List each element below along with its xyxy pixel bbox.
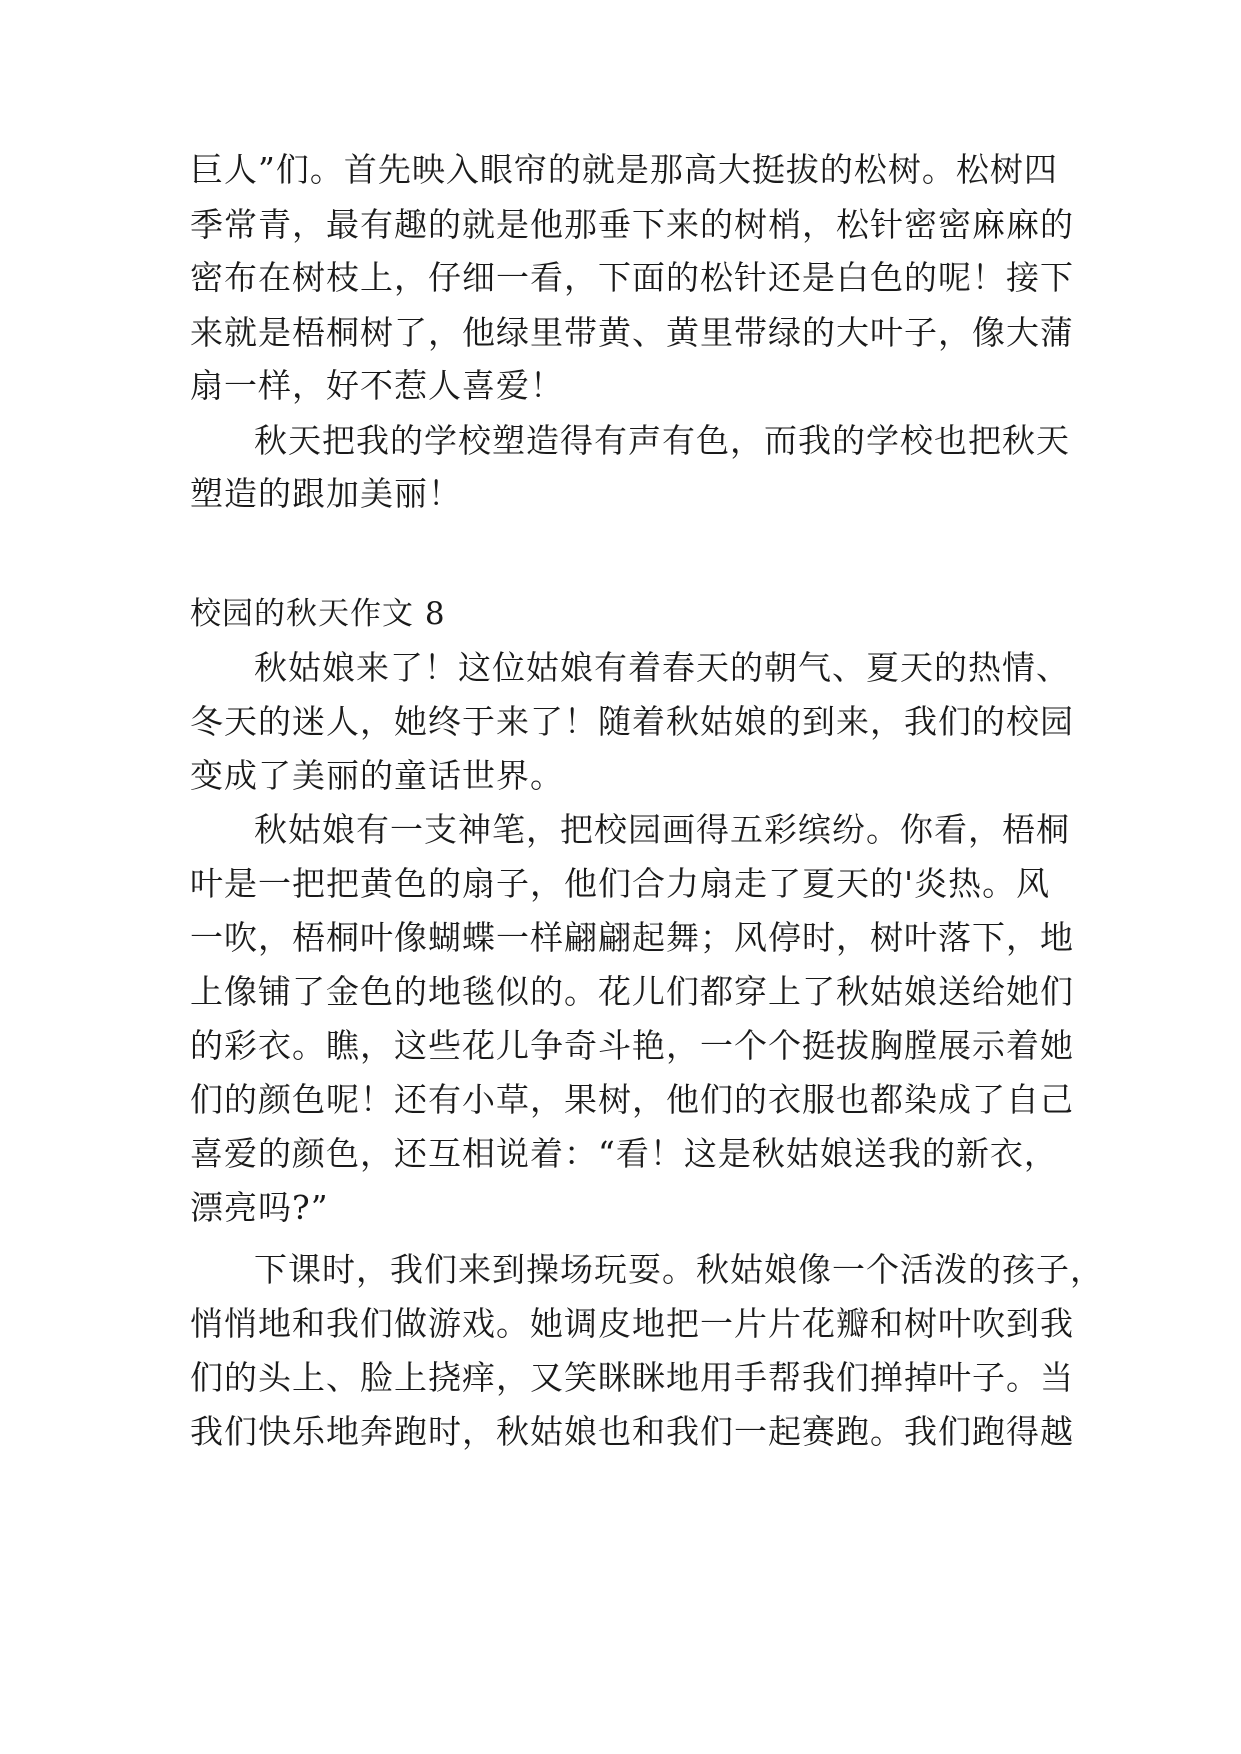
paragraph-line: 上像铺了金色的地毯似的。花儿们都穿上了秋姑娘送给她们 [190, 972, 1074, 1011]
paragraph-line: 下课时，我们来到操场玩耍。秋姑娘像一个活泼的孩子， [254, 1250, 1104, 1289]
paragraph-line: 一吹，梧桐叶像蝴蝶一样翩翩起舞；风停时，树叶落下，地 [190, 918, 1074, 957]
paragraph-line: 们的头上、脸上挠痒，又笑眯眯地用手帮我们掸掉叶子。当 [190, 1358, 1074, 1397]
paragraph-line: 的彩衣。瞧，这些花儿争奇斗艳，一个个挺拔胸膛展示着她 [190, 1026, 1074, 1065]
paragraph-line: 变成了美丽的童话世界。 [190, 756, 564, 795]
paragraph-line: 巨人”们。首先映入眼帘的就是那高大挺拔的松树。松树四 [190, 150, 1058, 189]
paragraph-line: 叶是一把把黄色的扇子，他们合力扇走了夏天的'炎热。风 [190, 864, 1051, 903]
paragraph-line: 漂亮吗?” [190, 1188, 329, 1227]
paragraph-line: 秋天把我的学校塑造得有声有色，而我的学校也把秋天 [254, 421, 1070, 460]
paragraph-line: 悄悄地和我们做游戏。她调皮地把一片片花瓣和树叶吹到我 [190, 1304, 1074, 1343]
paragraph-line: 们的颜色呢！还有小草，果树，他们的衣服也都染成了自己 [190, 1080, 1074, 1119]
paragraph-line: 冬天的迷人，她终于来了！随着秋姑娘的到来，我们的校园 [190, 702, 1074, 741]
paragraph-line: 秋姑娘来了！这位姑娘有着春天的朝气、夏天的热情、 [254, 648, 1070, 687]
paragraph-line: 喜爱的颜色，还互相说着：“看！这是秋姑娘送我的新衣， [190, 1134, 1058, 1173]
paragraph-line: 密布在树枝上，仔细一看，下面的松针还是白色的呢！接下 [190, 258, 1074, 297]
paragraph-line: 秋姑娘有一支神笔，把校园画得五彩缤纷。你看，梧桐 [254, 810, 1070, 849]
section-heading: 校园的秋天作文 8 [190, 596, 446, 632]
paragraph-line: 扇一样，好不惹人喜爱！ [190, 366, 564, 405]
paragraph-line: 我们快乐地奔跑时，秋姑娘也和我们一起赛跑。我们跑得越 [190, 1412, 1074, 1451]
paragraph-line: 塑造的跟加美丽！ [190, 474, 462, 513]
paragraph-line: 季常青，最有趣的就是他那垂下来的树梢，松针密密麻麻的 [190, 205, 1074, 244]
paragraph-line: 来就是梧桐树了，他绿里带黄、黄里带绿的大叶子，像大蒲 [190, 313, 1074, 352]
